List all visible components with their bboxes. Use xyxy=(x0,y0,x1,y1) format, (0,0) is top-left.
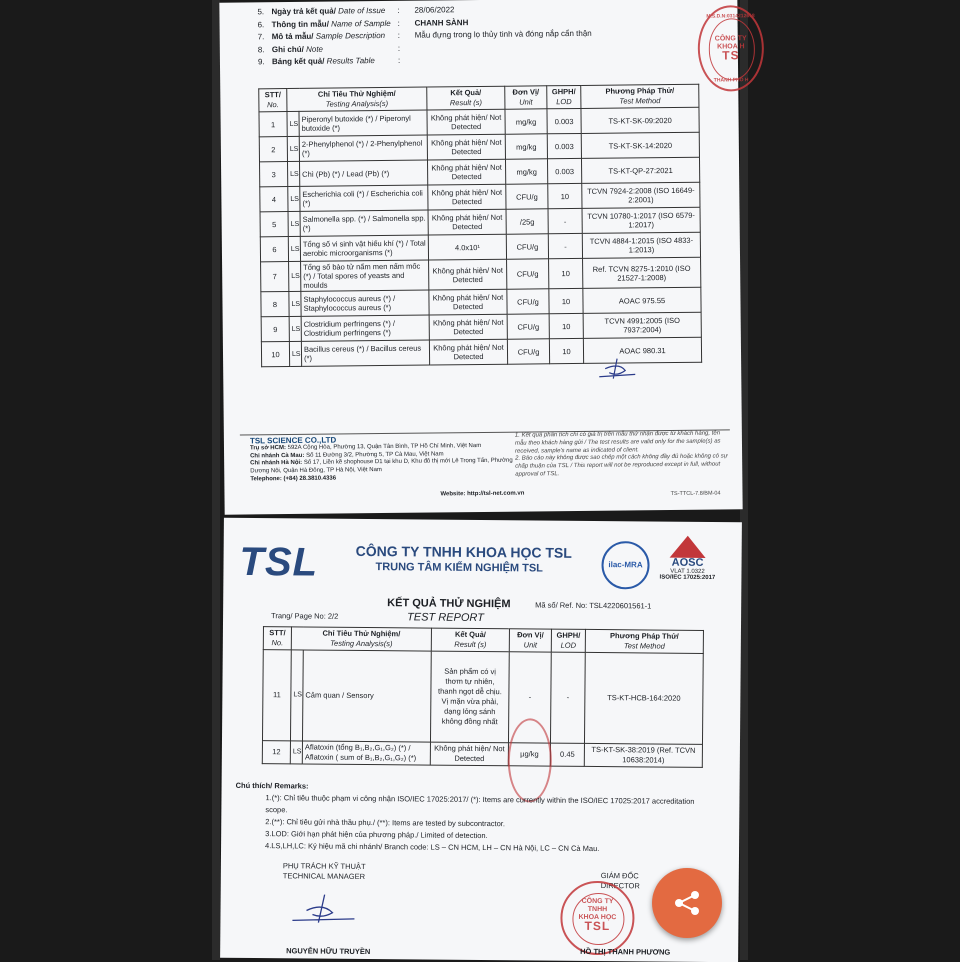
cell-code: LS xyxy=(289,261,301,291)
cell-result: Không phát hiện/ Not Detected xyxy=(429,314,507,340)
cell-result: Không phát hiện/ Not Detected xyxy=(428,209,506,235)
remark-item: 2.(**): Chỉ tiêu gửi nhà thầu phụ./ (**): Items are tested by subcontractor. xyxy=(265,817,506,829)
header-stt: STT/ No. xyxy=(259,89,287,112)
company-stamp: M.S.D.N:0314212618 CÔNG TY KHOA H TS THÀNH PHỐ H xyxy=(697,5,764,92)
report-title-en: TEST REPORT xyxy=(407,611,484,625)
info-row: 7. Mô tả mẫu/ Sample Description : Mẫu đựng trong lọ thủy tinh và đóng nắp cẩn thận xyxy=(257,28,592,42)
cell-unit: CFU/g xyxy=(507,289,549,314)
cell-test: Piperonyl butoxide (*) / Piperonyl butoxide (*) xyxy=(299,110,427,136)
cell-unit: mg/kg xyxy=(505,109,547,134)
cell-lod: 10 xyxy=(549,258,583,288)
reference-number: Mã số/ Ref. No: TSL4220601561-1 xyxy=(535,600,652,611)
remarks: Chú thích/ Remarks: 1.(*): Chỉ tiêu thuộc phạm vi công nhận ISO/IEC 17025:2017/ (*): Items are currently within the ISO/IEC 17025:2017 accreditation scope. 2.(**): Chỉ tiêu gửi nhà thầu phụ./ (**): Items are tested by subcontractor. 3.LOD: Giới hạn phát hiện của phương pháp./ Limited of detection. 4.LS,LH,LC: Ký hiệu mã chi nhánh/ Branch code: LS – CN HCM, LH – CN Hà Nội, LC – CN Cà Mau. xyxy=(235,780,696,856)
header-method: Phương Pháp Thử/ Test Method xyxy=(581,84,699,108)
share-icon xyxy=(652,868,722,938)
cell-method: TCVN 4991:2005 (ISO 7937:2004) xyxy=(583,312,701,338)
table-row: 12 LS Aflatoxin (tổng B₁,B₂,G₁,G₂) (*) / Aflatoxin ( sum of B₁,B₂,G₁,G₂) (*) Không phát hiện/ Not Detected µg/kg 0.45 TS-KT-SK-38:2019 (Ref. TCVN 10638:2014) xyxy=(262,741,702,768)
cell-test: Bacillus cereus (*) / Bacillus cereus (*) xyxy=(301,340,429,366)
cell-code: LS xyxy=(288,211,300,236)
cell-result: 4.0x10¹ xyxy=(428,234,506,260)
cell-no: 5 xyxy=(260,212,288,237)
header-result: Kết Quả/ Result (s) xyxy=(427,86,505,110)
cell-test: 2-Phenylphenol (*) / 2-Phenylphenol (*) xyxy=(299,135,427,161)
cell-result: Không phát hiện/ Not Detected xyxy=(428,184,506,210)
cell-test: Tổng số bào tử nấm men nấm mốc (*) / Total spores of yeasts and moulds xyxy=(301,260,429,291)
cell-lod: - xyxy=(548,208,582,233)
footer-website: Website: http://tsl-net.com.vn xyxy=(440,490,525,498)
cell-code: LS xyxy=(288,236,300,261)
technical-manager-title: PHỤ TRÁCH KỸ THUẬT TECHNICAL MANAGER xyxy=(282,861,366,881)
cell-no: 7 xyxy=(261,262,289,292)
cell-unit: mg/kg xyxy=(506,159,548,184)
cell-method: TS-KT-SK-14:2020 xyxy=(581,132,699,158)
center-name: TRUNG TÂM KIỂM NGHIỆM TSL xyxy=(375,561,543,575)
aosc-triangle-icon xyxy=(670,536,706,558)
cell-method: TCVN 4884-1:2015 (ISO 4833-1:2013) xyxy=(582,232,700,258)
cell-test: Chì (Pb) (*) / Lead (Pb) (*) xyxy=(299,160,427,186)
table-row: 11 LS Cảm quan / Sensory Sản phẩm có vị thơm tự nhiên, thanh ngọt dễ chịu. Vị mặn vừa phải, dạng lỏng sánh không đồng nhất - - TS-KT-HCB-164:2020 xyxy=(262,650,703,745)
cell-method: TS-KT-SK-09:2020 xyxy=(581,107,699,133)
table-header-row: STT/ No. Chỉ Tiêu Thử Nghiệm/ Testing Analysis(s) Kết Quả/ Result (s) Đơn Vị/ Unit GHPH/ LOD Phương Pháp Thử/ Test Method xyxy=(263,627,703,654)
cell-result: Không phát hiện/ Not Detected xyxy=(429,339,507,365)
cell-test: Staphylococcus aureus (*) / Staphylococcus aureus (*) xyxy=(301,290,429,316)
cell-code: LS xyxy=(287,111,299,136)
director-title: GIÁM ĐỐC DIRECTOR xyxy=(600,871,640,891)
header-lod: GHPH/ LOD xyxy=(547,85,581,108)
results-table xyxy=(258,84,702,368)
technical-manager-name: NGUYỄN HỮU TRUYỀN xyxy=(286,946,371,957)
director-name: HỒ THỊ THANH PHƯƠNG xyxy=(580,946,671,957)
cell-no: 4 xyxy=(260,187,288,212)
cell-unit: CFU/g xyxy=(507,259,549,289)
tsl-logo: TSL xyxy=(239,539,319,585)
header-test: Chỉ Tiêu Thử Nghiệm/ Testing Analysis(s) xyxy=(287,87,427,111)
cell-unit: CFU/g xyxy=(507,314,549,339)
info-row: 6. Thông tin mẫu/ Name of Sample : CHANH SÀNH xyxy=(257,17,469,29)
table-row xyxy=(261,257,701,292)
footer-phone: Telephone: (+84) 28.3810.4336 xyxy=(250,475,337,483)
cell-no: 8 xyxy=(261,292,289,317)
sample-info xyxy=(239,2,710,69)
company-stamp-2: CÔNG TY TNHH KHOA HỌC TSL xyxy=(560,881,635,956)
cell-test: Salmonella spp. (*) / Salmonella spp. (*) xyxy=(300,210,428,236)
cell-code: LS xyxy=(289,316,301,341)
cell-method: Ref. TCVN 8275-1:2010 (ISO 21527-1:2008) xyxy=(583,257,701,288)
cell-lod: 0.003 xyxy=(547,108,581,133)
cell-lod: 10 xyxy=(549,288,583,313)
ilac-mra-logo: ilac-MRA xyxy=(601,541,649,589)
cell-lod: 10 xyxy=(549,313,583,338)
cell-result: Không phát hiện/ Not Detected xyxy=(427,109,505,135)
cell-method: TCVN 7924-2:2008 (ISO 16649-2:2001) xyxy=(582,182,700,208)
report-page-1 xyxy=(219,0,755,515)
cell-code: LS xyxy=(289,291,301,316)
cell-unit: /25g xyxy=(506,209,548,234)
cell-test: Clostridium perfringens (*) / Clostridium perfringens (*) xyxy=(301,315,429,341)
info-row: 8. Ghi chú/ Note : xyxy=(257,43,401,54)
company-name: CÔNG TY TNHH KHOA HỌC TSL xyxy=(355,542,572,561)
cell-lod: - xyxy=(548,233,582,258)
cell-result: Không phát hiện/ Not Detected xyxy=(428,159,506,185)
aosc-logo: AOSC VLAT 1.0322 ISO/IEC 17025:2017 xyxy=(657,536,718,597)
left-frame-strip xyxy=(212,0,220,960)
cell-code: LS xyxy=(288,186,300,211)
cell-lod: 0.003 xyxy=(548,158,582,183)
cell-method: TCVN 10780-1:2017 (ISO 6579-1:2017) xyxy=(582,207,700,233)
cell-test: Tổng số vi sinh vật hiếu khí (*) / Total aerobic microorganisms (*) xyxy=(300,235,428,261)
signature-mark xyxy=(595,354,639,382)
remark-item: 4.LS,LH,LC: Ký hiệu mã chi nhánh/ Branch code: LS – CN HCM, LH – CN Hà Nội, LC – CN Cà Mau. xyxy=(265,841,600,854)
remark-item: 1.(*): Chỉ tiêu thuộc phạm vi công nhận ISO/IEC 17025:2017/ (*): Items are currently within the ISO/IEC 17025:2017 accreditation scope. xyxy=(265,793,695,815)
cell-code: LS xyxy=(289,341,301,366)
cell-method: AOAC 980.31 xyxy=(583,337,701,363)
cell-no: 9 xyxy=(261,317,289,342)
cell-lod: 0.003 xyxy=(547,133,581,158)
cell-unit: CFU/g xyxy=(506,184,548,209)
cell-result: Không phát hiện/ Not Detected xyxy=(427,134,505,160)
cell-no: 1 xyxy=(259,112,287,137)
cell-unit: CFU/g xyxy=(507,339,549,364)
cell-test: Escherichia coli (*) / Escherichia coli (*) xyxy=(300,185,428,211)
cell-lod: 10 xyxy=(548,183,582,208)
cell-code: LS xyxy=(287,136,299,161)
cell-method: TS-KT-QP-27:2021 xyxy=(581,157,699,183)
cell-no: 2 xyxy=(259,137,287,162)
cell-code: LS xyxy=(288,161,300,186)
cell-result: Không phát hiện/ Not Detected xyxy=(429,289,507,315)
info-row: 9. Bảng kết quả/ Results Table : xyxy=(257,55,401,67)
footer-note-2: 2. Báo cáo này không được sao chép một cách không đầy đủ hoặc không có sự chấp thuận của TSL / This report will not be reproduced except in full, without approval of TSL. xyxy=(515,453,728,478)
share-button[interactable] xyxy=(652,868,722,938)
remark-item: 3.LOD: Giới hạn phát hiện của phương pháp./ Limited of detection. xyxy=(265,829,488,841)
cell-no: 10 xyxy=(261,342,289,367)
cell-unit: CFU/g xyxy=(506,234,548,259)
footer-note-1: 1. Kết quả phân tích chỉ có giá trị trên mẫu thử nhận được từ khách hàng, tên mẫu theo khách hàng gửi / The test results are valid only for the sample(s) as received, sample's name as indicated of client. xyxy=(514,430,721,455)
results-table-page-2 xyxy=(262,626,704,768)
info-row: 5. Ngày trả kết quả/ Date of Issue : 28/06/2022 xyxy=(257,5,455,17)
cell-result: Không phát hiện/ Not Detected xyxy=(429,259,507,290)
cell-lod: 10 xyxy=(549,338,583,363)
report-title: KẾT QUẢ THỬ NGHIỆM xyxy=(387,597,511,611)
cell-no: 3 xyxy=(260,162,288,187)
header-unit: Đơn Vị/ Unit xyxy=(505,86,547,109)
technical-manager-signature xyxy=(288,890,358,927)
form-code: TS-TTCL-7.8/BM-04 xyxy=(670,490,721,498)
footer-company: TSL SCIENCE CO.,LTD xyxy=(249,435,337,446)
cell-unit: mg/kg xyxy=(505,134,547,159)
cell-no: 6 xyxy=(260,237,288,262)
page-number: Trang/ Page No: 2/2 xyxy=(271,611,339,621)
page-footer: TSL SCIENCE CO.,LTD Trụ sở HCM: 592A Cộng Hòa, Phường 13, Quận Tân Bình, TP Hồ Chí Minh, Việt Nam Chi nhánh Cà Mau: Số 11 Đường 3/2, Phường 5, TP Cà Mau, Việt Nam Chi nhánh Hà Nội: Số 17, Liền kề shophouse D1 tại khu D, Khu đô thị mới Lê Trọng Tấn, Phường Dương Nội, Quận Hà Đông, TP Hà Nội, Việt Nam Telephone: (+84) 28.3810.4336 1. Kết quả phân tích chỉ có giá trị trên mẫu thử nhận được từ khách hàng, tên mẫu theo khách hàng gửi / The test results are valid only for the sample(s) as received, sample's name as indicated of client. 2. Báo cáo này không được sao chép một cách không đầy đủ hoặc không có sự chấp thuận của TSL / This report will not be reproduced except in full, without approval of TSL. Website: http://tsl-net.com.vn TS-TTCL-7.8/BM-04 xyxy=(240,429,731,507)
cell-method: AOAC 975.55 xyxy=(583,287,701,313)
